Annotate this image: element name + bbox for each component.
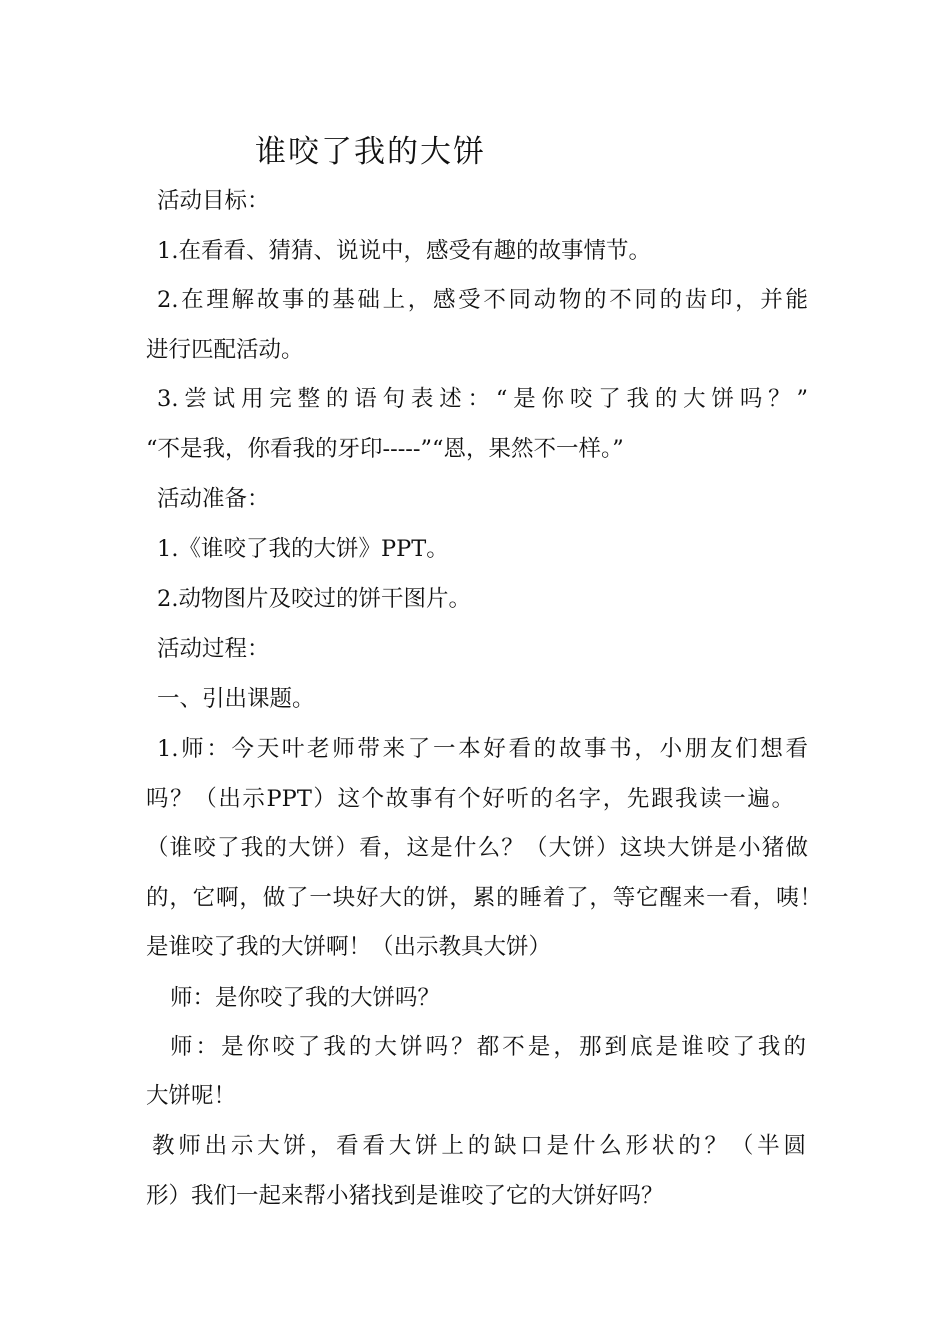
- paragraph-line: （谁咬了我的大饼）看，这是什么？（大饼）这块大饼是小猪做: [146, 835, 808, 861]
- paragraph-line: 大饼呢！: [146, 1083, 237, 1109]
- subsection-heading: 一、引出课题。: [157, 686, 315, 712]
- section-heading-goals: 活动目标：: [157, 188, 270, 214]
- paragraph-line: 2.动物图片及咬过的饼干图片。: [157, 586, 471, 612]
- paragraph-line: 是谁咬了我的大饼啊！（出示教具大饼）: [146, 934, 552, 960]
- paragraph-line: 形）我们一起来帮小猪找到是谁咬了它的大饼好吗？: [146, 1183, 664, 1209]
- paragraph-line: 师：是你咬了我的大饼吗？都不是，那到底是谁咬了我的: [170, 1034, 806, 1060]
- paragraph-line: 教师出示大饼，看看大饼上的缺口是什么形状的？（半圆: [152, 1133, 806, 1159]
- paragraph-line: 师：是你咬了我的大饼吗？: [170, 985, 441, 1011]
- paragraph-line: 1.师：今天叶老师带来了一本好看的故事书，小朋友们想看: [157, 736, 808, 762]
- paragraph-line: 2.在理解故事的基础上，感受不同动物的不同的齿印，并能: [157, 287, 808, 313]
- paragraph-line: 1.《谁咬了我的大饼》PPT。: [157, 536, 449, 562]
- section-heading-process: 活动过程：: [157, 636, 270, 662]
- paragraph-line: 吗？（出示PPT）这个故事有个好听的名字，先跟我读一遍。: [146, 786, 794, 812]
- paragraph-line: 的，它啊，做了一块好大的饼，累的睡着了，等它醒来一看，咦！: [146, 885, 822, 911]
- paragraph-line: 1.在看看、猜猜、说说中，感受有趣的故事情节。: [157, 238, 651, 264]
- section-heading-preparation: 活动准备：: [157, 486, 270, 512]
- document-title: 谁咬了我的大饼: [255, 134, 486, 170]
- paragraph-line: “不是我，你看我的牙印-----”“恩，果然不一样。”: [146, 436, 624, 462]
- paragraph-line: 3.尝试用完整的语句表述：“是你咬了我的大饼吗？”: [157, 386, 808, 412]
- paragraph-line: 进行匹配活动。: [146, 337, 304, 363]
